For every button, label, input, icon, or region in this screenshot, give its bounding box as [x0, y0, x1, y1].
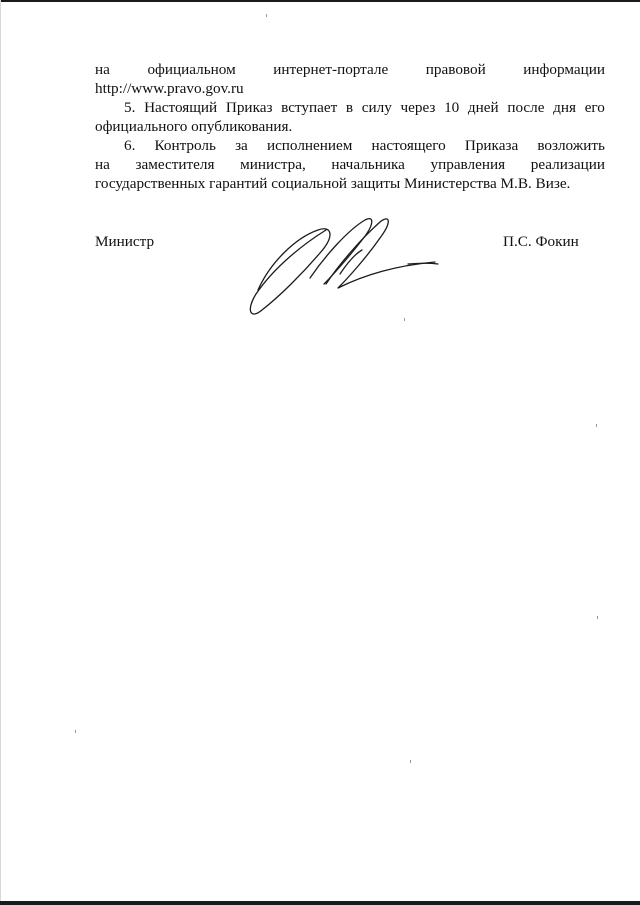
item-6-line-1	[95, 136, 605, 155]
word: интернет-портале	[273, 61, 389, 78]
item-6-line-3: государственных гарантий социальной защиты Министерства М.В. Визе.	[95, 175, 571, 192]
word: управления	[430, 156, 506, 173]
word: дней	[467, 99, 499, 116]
word: заместителя	[135, 156, 215, 173]
word: 10	[444, 99, 460, 116]
item-5-line-2: официального опубликования.	[95, 118, 293, 135]
word: информации	[523, 61, 605, 78]
word: на	[95, 61, 110, 78]
word: силу	[361, 99, 392, 116]
item-5-line-1	[95, 98, 605, 117]
word: Настоящий	[144, 99, 218, 116]
word: министра,	[240, 156, 306, 173]
word: Приказ	[225, 99, 273, 116]
word: реализации	[530, 156, 605, 173]
signatory-name: П.С. Фокин	[503, 233, 579, 250]
word: настоящего	[371, 137, 446, 154]
word: официальном	[147, 61, 236, 78]
item-6-line-2	[95, 155, 605, 174]
scan-top-border	[0, 0, 640, 2]
word: начальника	[331, 156, 405, 173]
word: Приказа	[464, 137, 519, 154]
portal-url: http://www.pravo.gov.ru	[95, 80, 244, 97]
word: через	[400, 99, 436, 116]
word: на	[95, 156, 110, 173]
signatory-title: Министр	[95, 233, 155, 250]
word: Контроль	[154, 137, 216, 154]
word: за	[235, 137, 248, 154]
word: его	[584, 99, 605, 116]
scan-speck	[596, 424, 597, 427]
word: в	[345, 99, 354, 116]
scan-speck	[410, 760, 411, 763]
word: после	[507, 99, 545, 116]
handwritten-signature	[240, 208, 450, 323]
word: возложить	[537, 137, 605, 154]
word: 5.	[124, 99, 136, 116]
word: дня	[553, 99, 577, 116]
word: вступает	[281, 99, 338, 116]
scan-left-border	[0, 0, 1, 905]
paragraph-line-1	[95, 60, 605, 79]
word: правовой	[425, 61, 486, 78]
word: исполнением	[266, 137, 353, 154]
scan-speck	[404, 318, 405, 321]
scan-speck	[75, 730, 76, 733]
scan-speck	[597, 616, 598, 619]
word: 6.	[124, 137, 136, 154]
scan-bottom-border	[0, 901, 640, 905]
scan-speck	[266, 14, 267, 17]
